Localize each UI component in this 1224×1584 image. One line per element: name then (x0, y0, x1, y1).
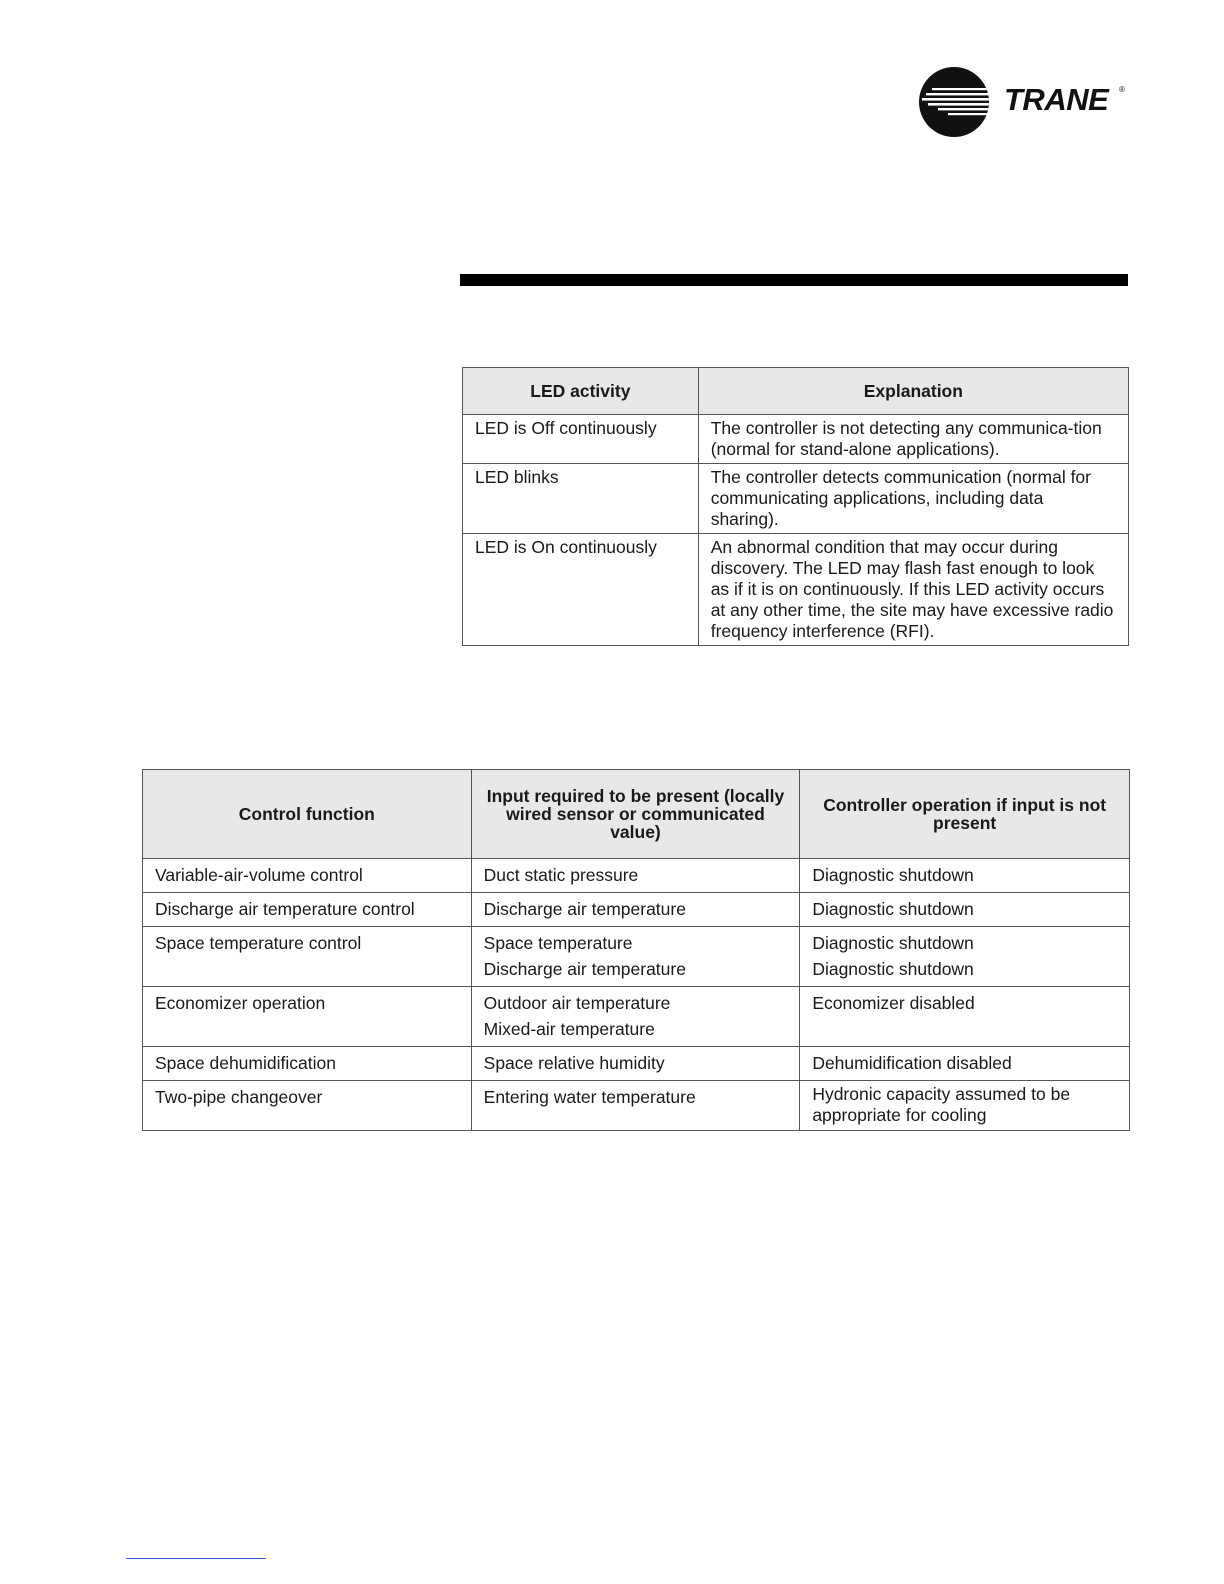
table-row (143, 987, 1130, 1047)
table-row (463, 534, 1129, 646)
input-cell (471, 859, 800, 893)
input-cell (471, 1047, 800, 1081)
operation-item: Diagnostic shutdown (812, 933, 974, 953)
input-item: Discharge air temperature (483, 959, 686, 979)
column-header-led-activity: LED activity (463, 368, 699, 415)
table-header-row (463, 368, 1129, 415)
explanation-text: The controller detects communication (normal for communicating applications, including data sharing). (710, 467, 1091, 529)
operation-cell (800, 893, 1130, 927)
operation-cell (800, 859, 1130, 893)
input-item: Discharge air temperature (483, 899, 686, 919)
footer-link-underline (126, 1558, 266, 1559)
column-header-explanation: Explanation (698, 368, 1128, 415)
input-item: Entering water temperature (483, 1087, 696, 1107)
column-header-input-required: Input required to be present (locally wired sensor or communicated value) (471, 770, 800, 859)
input-cell (471, 987, 800, 1047)
operation-cell (800, 927, 1130, 987)
input-cell (471, 927, 800, 987)
operation-cell (800, 987, 1130, 1047)
table-row (143, 859, 1130, 893)
led-activity-table (462, 367, 1129, 646)
control-function-table (142, 769, 1130, 1131)
table-row (463, 415, 1129, 464)
table-row (143, 893, 1130, 927)
operation-item: Hydronic capacity assumed to be appropriate for cooling (812, 1084, 1071, 1125)
control-function-cell: Space temperature control (143, 927, 472, 987)
input-cell (471, 1081, 800, 1131)
explanation-cell (698, 464, 1128, 534)
operation-item: Diagnostic shutdown (812, 959, 974, 979)
operation-item: Diagnostic shutdown (812, 865, 974, 885)
column-header-controller-operation: Controller operation if input is not present (800, 770, 1130, 859)
section-rule (460, 274, 1128, 286)
operation-item: Economizer disabled (812, 993, 975, 1013)
table-row (143, 927, 1130, 987)
led-activity-cell: LED is On continuously (463, 534, 699, 646)
led-activity-cell: LED is Off continuously (463, 415, 699, 464)
control-function-cell: Space dehumidification (143, 1047, 472, 1081)
led-activity-cell: LED blinks (463, 464, 699, 534)
input-item: Duct static pressure (483, 865, 639, 885)
control-function-cell: Variable-air-volume control (143, 859, 472, 893)
input-item: Mixed-air temperature (483, 1019, 655, 1039)
explanation-text: The controller is not detecting any communica-tion (normal for stand-alone applications). (710, 418, 1102, 459)
operation-item: Dehumidification disabled (812, 1053, 1012, 1073)
column-header-control-function: Control function (143, 770, 472, 859)
control-function-cell: Discharge air temperature control (143, 893, 472, 927)
brand-wordmark: TRANE (1004, 82, 1109, 117)
explanation-cell (698, 415, 1128, 464)
input-cell (471, 893, 800, 927)
control-function-cell: Economizer operation (143, 987, 472, 1047)
input-item: Space relative humidity (483, 1053, 665, 1073)
input-item: Space temperature (483, 933, 633, 953)
explanation-cell (698, 534, 1128, 646)
registered-mark: ® (1119, 85, 1125, 94)
trane-globe-icon (918, 66, 990, 138)
table-row (143, 1047, 1130, 1081)
table-row (463, 464, 1129, 534)
trane-logo (918, 66, 1130, 138)
explanation-text: An abnormal condition that may occur during discovery. The LED may flash fast enough to look as if it is on continuously. If this LED activity occurs at any other time, the site may have excessive radio frequency interference (RFI). (710, 537, 1114, 641)
operation-cell (800, 1081, 1130, 1131)
operation-item: Diagnostic shutdown (812, 899, 974, 919)
input-item: Outdoor air temperature (483, 993, 671, 1013)
table-header-row (143, 770, 1130, 859)
table-row (143, 1081, 1130, 1131)
control-function-cell: Two-pipe changeover (143, 1081, 472, 1131)
operation-cell (800, 1047, 1130, 1081)
